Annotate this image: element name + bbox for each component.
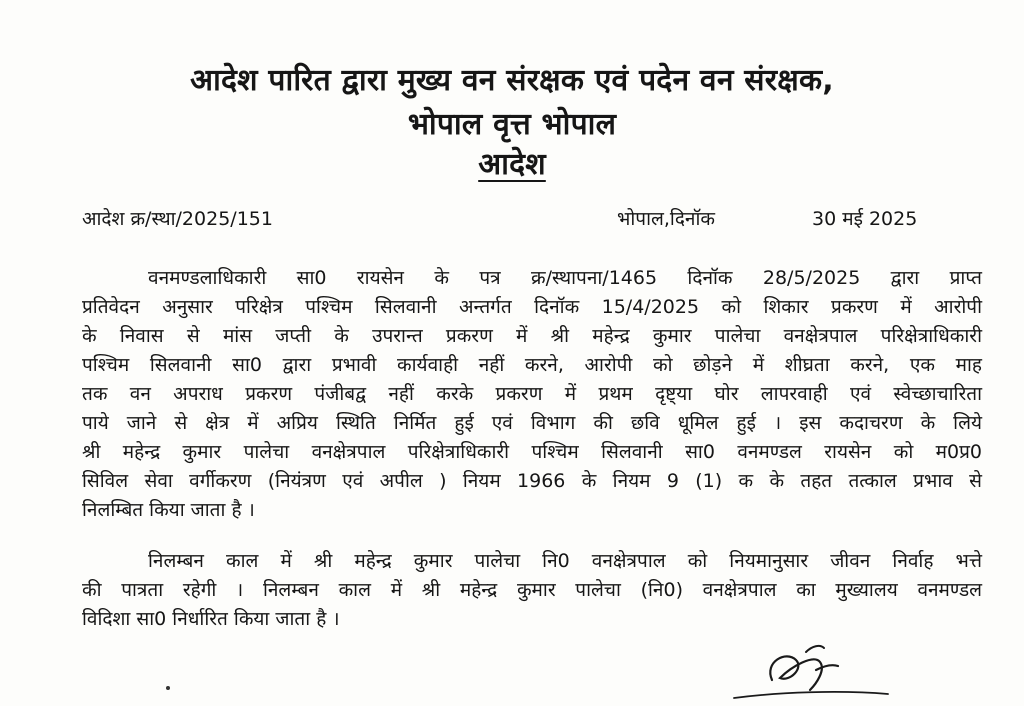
para1-line: निलम्बित किया जाता है । [82,499,255,521]
para1-line: श्री महेन्द्र कुमार पालेचा वनक्षेत्रपाल परिक्षेत्राधिकारी पश्चिम सिलवानी सा0 वनमण्डल रायसेन को म0प्र0 [82,441,982,463]
signature-mark [720,640,900,706]
para2-line: विदिशा सा0 निर्धारित किया जाता है । [82,608,340,630]
order-title: आदेश [478,147,546,182]
para1-line: तक वन अपराध प्रकरण पंजीबद्व नहीं करके प्रकरण में प्रथम दृष्ट्या घोर लापरवाही एवं स्वेच्छाचारिता [82,383,982,405]
para2-line: निलम्बन काल में श्री महेन्द्र कुमार पालेचा नि0 वनक्षेत्रपाल को नियमानुसार जीवन निर्वाह भत्ते [148,550,982,572]
place-date-label: भोपाल,दिनॉक [617,208,715,230]
heading-title [0,142,1024,183]
para1-line: पश्चिम सिलवानी सा0 द्वारा प्रभावी कार्यवाही नहीं करने, आरोपी को छोड़ने में शीघ्रता करने, एक माह [82,354,982,376]
order-date: 30 मई 2025 [812,208,918,230]
para1-line: प्रतिवेदन अनुसार परिक्षेत्र पश्चिम सिलवानी अन्तर्गत दिनॉक 15/4/2025 को शिकार प्रकरण में आरोपी [82,296,982,318]
heading-authority: आदेश पारित द्वारा मुख्य वन संरक्षक एवं पदेन वन संरक्षक, [190,63,834,98]
para1-line: वनमण्डलाधिकारी सा0 रायसेन के पत्र क्र/स्थापना/1465 दिनॉक 28/5/2025 द्वारा प्राप्त [148,267,982,289]
para1-line: पाये जाने से क्षेत्र में अप्रिय स्थिति निर्मित हुई एवं विभाग की छवि धूमिल हुई । इस कदाचरण के लिये [82,412,982,434]
heading-circle: भोपाल वृत्त भोपाल [407,107,617,142]
para2-line: की पात्रता रहेगी । निलम्बन काल में श्री महेन्द्र कुमार पालेचा (नि0) वनक्षेत्रपाल का मुख्यालय वनमण्डल [82,579,982,601]
scan-speck [166,686,170,690]
order-number: आदेश क्र/स्था/2025/151 [82,208,273,230]
para1-line: सिविल सेवा वर्गीकरण (नियंत्रण एवं अपील ) नियम 1966 के नियम 9 (1) क के तहत तत्काल प्रभाव से [82,470,982,492]
para1-line: के निवास से मांस जप्ती के उपरान्त प्रकरण में श्री महेन्द्र कुमार पालेचा वनक्षेत्रपाल परिक्षेत्राधिकारी [82,325,982,347]
